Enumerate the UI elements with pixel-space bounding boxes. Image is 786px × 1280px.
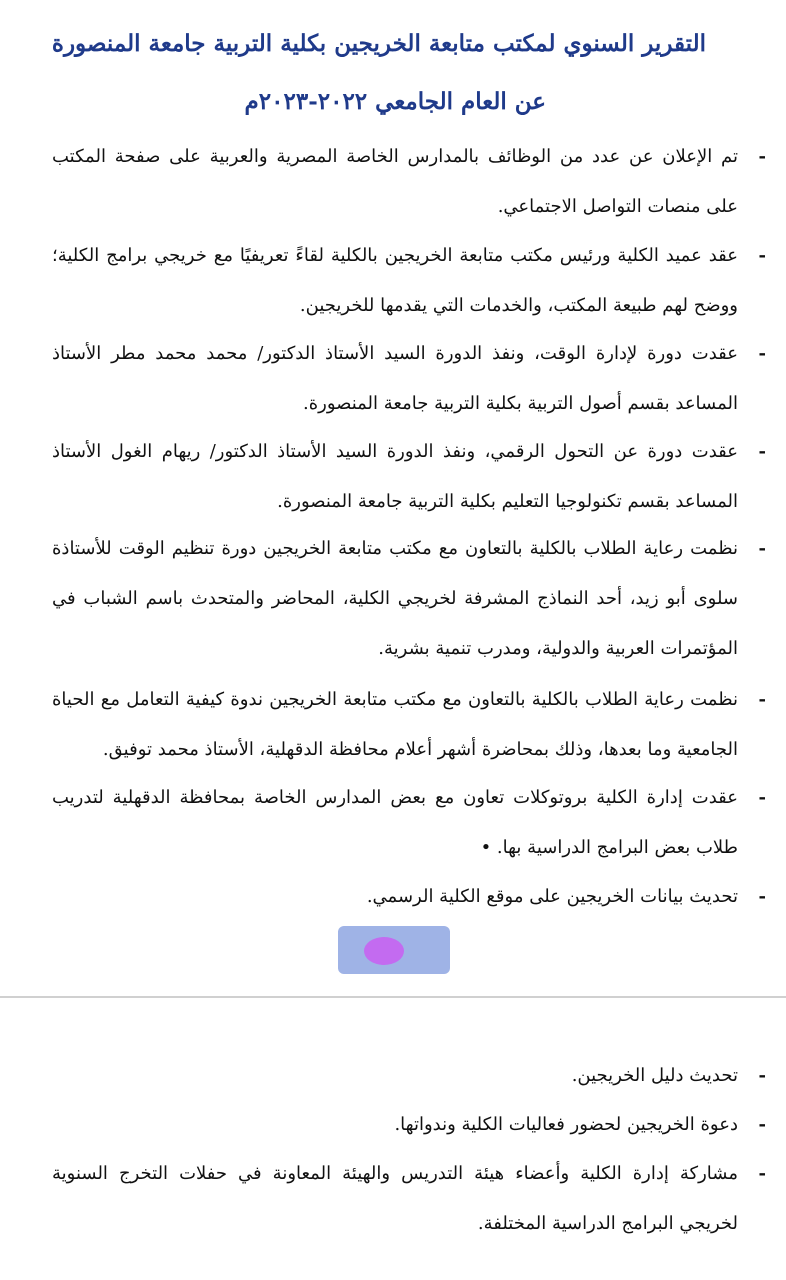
list-item-text: عقدت إدارة الكلية بروتوكلات تعاون مع بعض المدارس الخاصة بمحافظة الدقهلية لتدريب طلاب بعض البرامج الدراسية بها. • (52, 787, 738, 858)
list-item (52, 1051, 766, 1101)
list-item-text: نظمت رعاية الطلاب بالكلية بالتعاون مع مكتب متابعة الخريجين ندوة كيفية التعامل مع الحياة الجامعية وما بعدها، وذلك بمحاضرة أشهر أعلام محافظة الدقهلية، الأستاذ محمد توفيق. (52, 689, 738, 760)
list-item (52, 1100, 766, 1150)
academic-year-subtitle: عن العام الجامعي ٢٠٢٢-٢٠٢٣م (244, 88, 546, 115)
bullet-marker: - (758, 343, 766, 364)
list-item (52, 1149, 766, 1249)
list-item (52, 773, 766, 873)
bullet-marker: - (758, 689, 766, 710)
list-item-text: تم الإعلان عن عدد من الوظائف بالمدارس الخاصة المصرية والعربية على صفحة المكتب على منصات التواصل الاجتماعي. (52, 146, 738, 217)
list-item-text: تحديث دليل الخريجين. (571, 1065, 738, 1086)
bullet-marker: - (758, 146, 766, 167)
list-item (52, 872, 766, 922)
list-item (52, 675, 766, 775)
list-item (52, 427, 766, 527)
redaction-blob-icon (364, 937, 404, 965)
bullet-marker: - (758, 787, 766, 808)
bullet-marker: - (758, 1114, 766, 1135)
list-item-text: عقدت دورة لإدارة الوقت، ونفذ الدورة السيد الأستاذ الدكتور/ محمد محمد مطر الأستاذ المساعد بقسم أصول التربية بكلية التربية جامعة المنصورة. (52, 343, 738, 414)
list-item (52, 231, 766, 331)
bullet-marker: - (758, 886, 766, 907)
list-item-text: عقد عميد الكلية ورئيس مكتب متابعة الخريجين بالكلية لقاءً تعريفيًا مع خريجي برامج الكلية؛ ووضح لهم طبيعة المكتب، والخدمات التي يقدمها للخريجين. (52, 245, 738, 316)
list-item-text: نظمت رعاية الطلاب بالكلية بالتعاون مع مكتب متابعة الخريجين دورة تنظيم الوقت للأستاذة سلوى أبو زيد، أحد النماذج المشرفة لخريجي الكلية، المحاضر والمتحدث باسم الشباب في المؤتمرات العربية والدولية، ومدرب تنمية بشرية. (52, 538, 738, 659)
redaction-sticker (338, 926, 450, 974)
bullet-marker: - (758, 245, 766, 266)
list-item (52, 132, 766, 232)
bullet-marker: - (758, 1163, 766, 1184)
list-item (52, 524, 766, 674)
list-item-text: تحديث بيانات الخريجين على موقع الكلية الرسمي. (366, 886, 738, 907)
report-title: التقرير السنوي لمكتب متابعة الخريجين بكلية التربية جامعة المنصورة (51, 30, 706, 57)
list-item-text: مشاركة إدارة الكلية وأعضاء هيئة التدريس والهيئة المعاونة في حفلات التخرج السنوية لخريجي البرامج الدراسية المختلفة. (52, 1163, 738, 1234)
list-item-text: دعوة الخريجين لحضور فعاليات الكلية وندواتها. (394, 1114, 738, 1135)
list-item (52, 329, 766, 429)
list-item-text: عقدت دورة عن التحول الرقمي، ونفذ الدورة السيد الأستاذ الدكتور/ ريهام الغول الأستاذ المساعد بقسم تكنولوجيا التعليم بكلية التربية جامعة المنصورة. (52, 441, 738, 512)
page-divider (0, 996, 786, 998)
bullet-marker: - (758, 441, 766, 462)
bullet-marker: - (758, 538, 766, 559)
bullet-marker: - (758, 1065, 766, 1086)
